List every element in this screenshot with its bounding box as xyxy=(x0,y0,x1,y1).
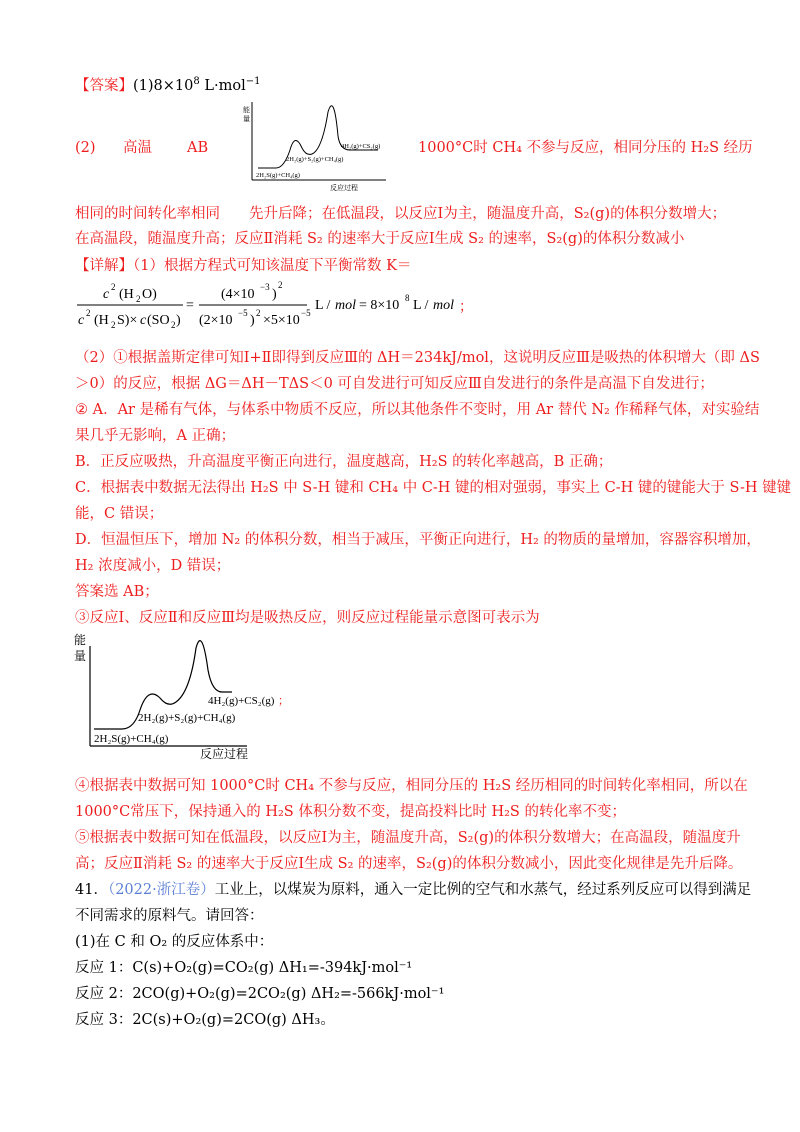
answer-line-3: 相同的时间转化率相同 先升后降；在低温段，以反应Ⅰ为主，随温度升高，S₂(g)的体积分数增大； xyxy=(75,206,727,222)
detail-p2-line-4: 果几乎无影响，A 正确； xyxy=(75,428,236,444)
svg-text:): ) xyxy=(272,287,277,302)
detail-p2-line-3: ② A．Ar 是稀有气体，与体系中物质不反应，所以其他条件不变时，用 Ar 替代 N₂ 作稀释气体，对实验结 xyxy=(75,402,760,418)
svg-text:2: 2 xyxy=(171,320,176,330)
formula-semicolon: ； xyxy=(459,300,473,315)
svg-text:=: = xyxy=(186,298,194,313)
big-energy-diagram xyxy=(72,630,292,760)
question-number: 41． xyxy=(75,882,108,898)
detail-p2-line-7: 能，C 错误； xyxy=(75,506,164,522)
big-semicolon: ； xyxy=(278,695,289,707)
question-line-1 xyxy=(75,880,751,900)
answer-tag: 【答案】 xyxy=(75,78,133,94)
answer-line-1 xyxy=(75,72,260,96)
detail-p2-line-11: ③反应Ⅰ、反应Ⅱ和反应Ⅲ均是吸热反应，则反应过程能量示意图可表示为 xyxy=(75,610,540,626)
answer-part1-unit: L·mol xyxy=(199,78,246,94)
svg-text:S)×: S)× xyxy=(117,313,138,328)
reaction-2: 反应 2：2CO(g)+O₂(g)=2CO₂(g) ΔH₂=-566kJ·mol⁻¹ xyxy=(75,986,445,1002)
answer-part2-tail: 1000°C时 CH₄ 不参与反应，相同分压的 H₂S 经历 xyxy=(418,140,753,156)
answer-line-4: 在高温段，随温度升高；反应Ⅱ消耗 S₂ 的速率大于反应Ⅰ生成 S₂ 的速率，S₂(g)的体积分数减小 xyxy=(75,231,685,247)
svg-text:2: 2 xyxy=(111,282,116,292)
answer-part2-choice: AB xyxy=(187,140,209,156)
detail-p2-line-10: 答案选 AB； xyxy=(75,584,159,600)
svg-text:(SO: (SO xyxy=(147,313,170,328)
detail-tag: 【详解】 xyxy=(75,258,133,274)
big-ylabel: 能 xyxy=(74,633,87,647)
svg-text:量: 量 xyxy=(74,649,87,663)
small-ylabel: 能 xyxy=(243,106,250,114)
detail-p2-line-6: C．根据表中数据无法得出 H₂S 中 S-H 键和 CH₄ 中 C-H 键的相对强弱，事实上 C-H 键的键能大于 S-H 键键 xyxy=(75,480,792,496)
question-source: （2022·浙江卷） xyxy=(107,882,215,898)
svg-text:): ) xyxy=(250,313,255,328)
answer-part1-exp: 8 xyxy=(193,76,200,87)
answer-part1: (1)8×10 xyxy=(133,78,194,94)
svg-text:2: 2 xyxy=(256,308,261,318)
detail-line-1 xyxy=(75,256,411,276)
detail-p2-line-1: （2）①根据盖斯定律可知Ⅰ+Ⅱ即得到反应Ⅲ的 ΔH＝234kJ/mol，这说明反应Ⅲ是吸热的体积增大（即 ΔS xyxy=(75,350,760,366)
detail-text-1: （1）根据方程式可知该温度下平衡常数 K＝ xyxy=(133,258,412,274)
big-label-end: 4H₂(g)+CS₂(g) xyxy=(208,695,275,707)
answer-part2-temp: 高温 xyxy=(123,140,152,156)
svg-text:−5: −5 xyxy=(301,308,311,318)
detail-p2-line-2: ＞0）的反应，根据 ΔG＝ΔH－TΔS＜0 可自发进行可知反应Ⅲ自发进行的条件是高温下自发进行； xyxy=(75,376,714,392)
detail-p2-line-8: D．恒温恒压下，增加 N₂ 的体积分数，相当于减压，平衡正向进行，H₂ 的物质的量增加，容器容积增加， xyxy=(75,532,761,548)
detail-p2-line-9: H₂ 浓度减小，D 错误； xyxy=(75,558,231,574)
svg-text:L /: L / xyxy=(315,298,331,313)
detail-p4-line-2: 1000°C常压下，保持通入的 H₂S 体积分数不变，提高投料比时 H₂S 的转化率不变； xyxy=(75,804,626,820)
svg-text:(H: (H xyxy=(119,287,134,302)
svg-text:L /: L / xyxy=(413,298,429,313)
svg-text:mol: mol xyxy=(335,298,356,313)
detail-p2-line-5: B．正反应吸热，升高温度平衡正向进行，温度越高，H₂S 的转化率越高，B 正确； xyxy=(75,454,613,470)
small-label-end: 4H₂(g)+CS₂(g) xyxy=(341,143,381,150)
svg-text:−3: −3 xyxy=(260,282,270,292)
svg-text:2: 2 xyxy=(111,320,116,330)
detail-p4-line-1: ④根据表中数据可知 1000°C时 CH₄ 不参与反应，相同分压的 H₂S 经历相同的时间转化率相同，所以在 xyxy=(75,778,748,794)
small-xlabel: 反应过程 xyxy=(330,184,358,192)
svg-text:c: c xyxy=(78,313,85,328)
svg-text:c: c xyxy=(103,287,110,302)
svg-text:(2×10: (2×10 xyxy=(199,313,233,328)
svg-text:= 8×10: = 8×10 xyxy=(359,298,400,313)
big-label-mid: 2H₂(g)+S₂(g)+CH₄(g) xyxy=(138,712,236,724)
svg-text:2: 2 xyxy=(86,308,91,318)
svg-text:2: 2 xyxy=(136,294,141,304)
svg-text:×5×10: ×5×10 xyxy=(263,313,300,328)
big-xlabel: 反应过程 xyxy=(200,747,249,760)
svg-text:8: 8 xyxy=(405,293,410,303)
small-energy-diagram xyxy=(240,98,400,194)
svg-text:mol: mol xyxy=(433,298,454,313)
small-label-mid: 2H₂(g)+S₂(g)+CH₄(g) xyxy=(286,156,344,163)
question-line-2: 不同需求的原料气。请回答： xyxy=(75,908,264,924)
small-label-start: 2H₂S(g)+CH₄(g) xyxy=(256,172,300,179)
answer-part2-label: (2) xyxy=(75,140,96,156)
svg-text:−5: −5 xyxy=(238,308,248,318)
reaction-1: 反应 1：C(s)+O₂(g)=CO₂(g) ΔH₁=-394kJ·mol⁻¹ xyxy=(75,960,413,976)
svg-text:(4×10: (4×10 xyxy=(221,287,255,302)
svg-text:O): O) xyxy=(142,287,157,302)
detail-p5-line-1: ⑤根据表中数据可知在低温段，以反应Ⅰ为主，随温度升高，S₂(g)的体积分数增大；在高温段，随温度升 xyxy=(75,830,741,846)
big-label-start: 2H₂S(g)+CH₄(g) xyxy=(94,733,169,745)
svg-text:c: c xyxy=(140,313,147,328)
answer-part1-unit-exp: −1 xyxy=(245,76,261,87)
svg-text:2: 2 xyxy=(278,280,283,290)
svg-text:量: 量 xyxy=(243,115,250,123)
svg-text:(H: (H xyxy=(94,313,109,328)
equilibrium-formula xyxy=(75,278,475,334)
detail-p5-line-2: 高；反应Ⅱ消耗 S₂ 的速率大于反应Ⅰ生成 S₂ 的速率，S₂(g)的体积分数减小，因此变化规律是先升后降。 xyxy=(75,856,743,872)
question-line-3: (1)在 C 和 O₂ 的反应体系中： xyxy=(75,934,274,950)
reaction-3: 反应 3：2C(s)+O₂(g)=2CO(g) ΔH₃。 xyxy=(75,1012,335,1028)
question-text-1: 工业上，以煤炭为原料，通入一定比例的空气和水蒸气，经过系列反应可以得到满足 xyxy=(214,882,752,898)
svg-text:): ) xyxy=(176,313,181,328)
